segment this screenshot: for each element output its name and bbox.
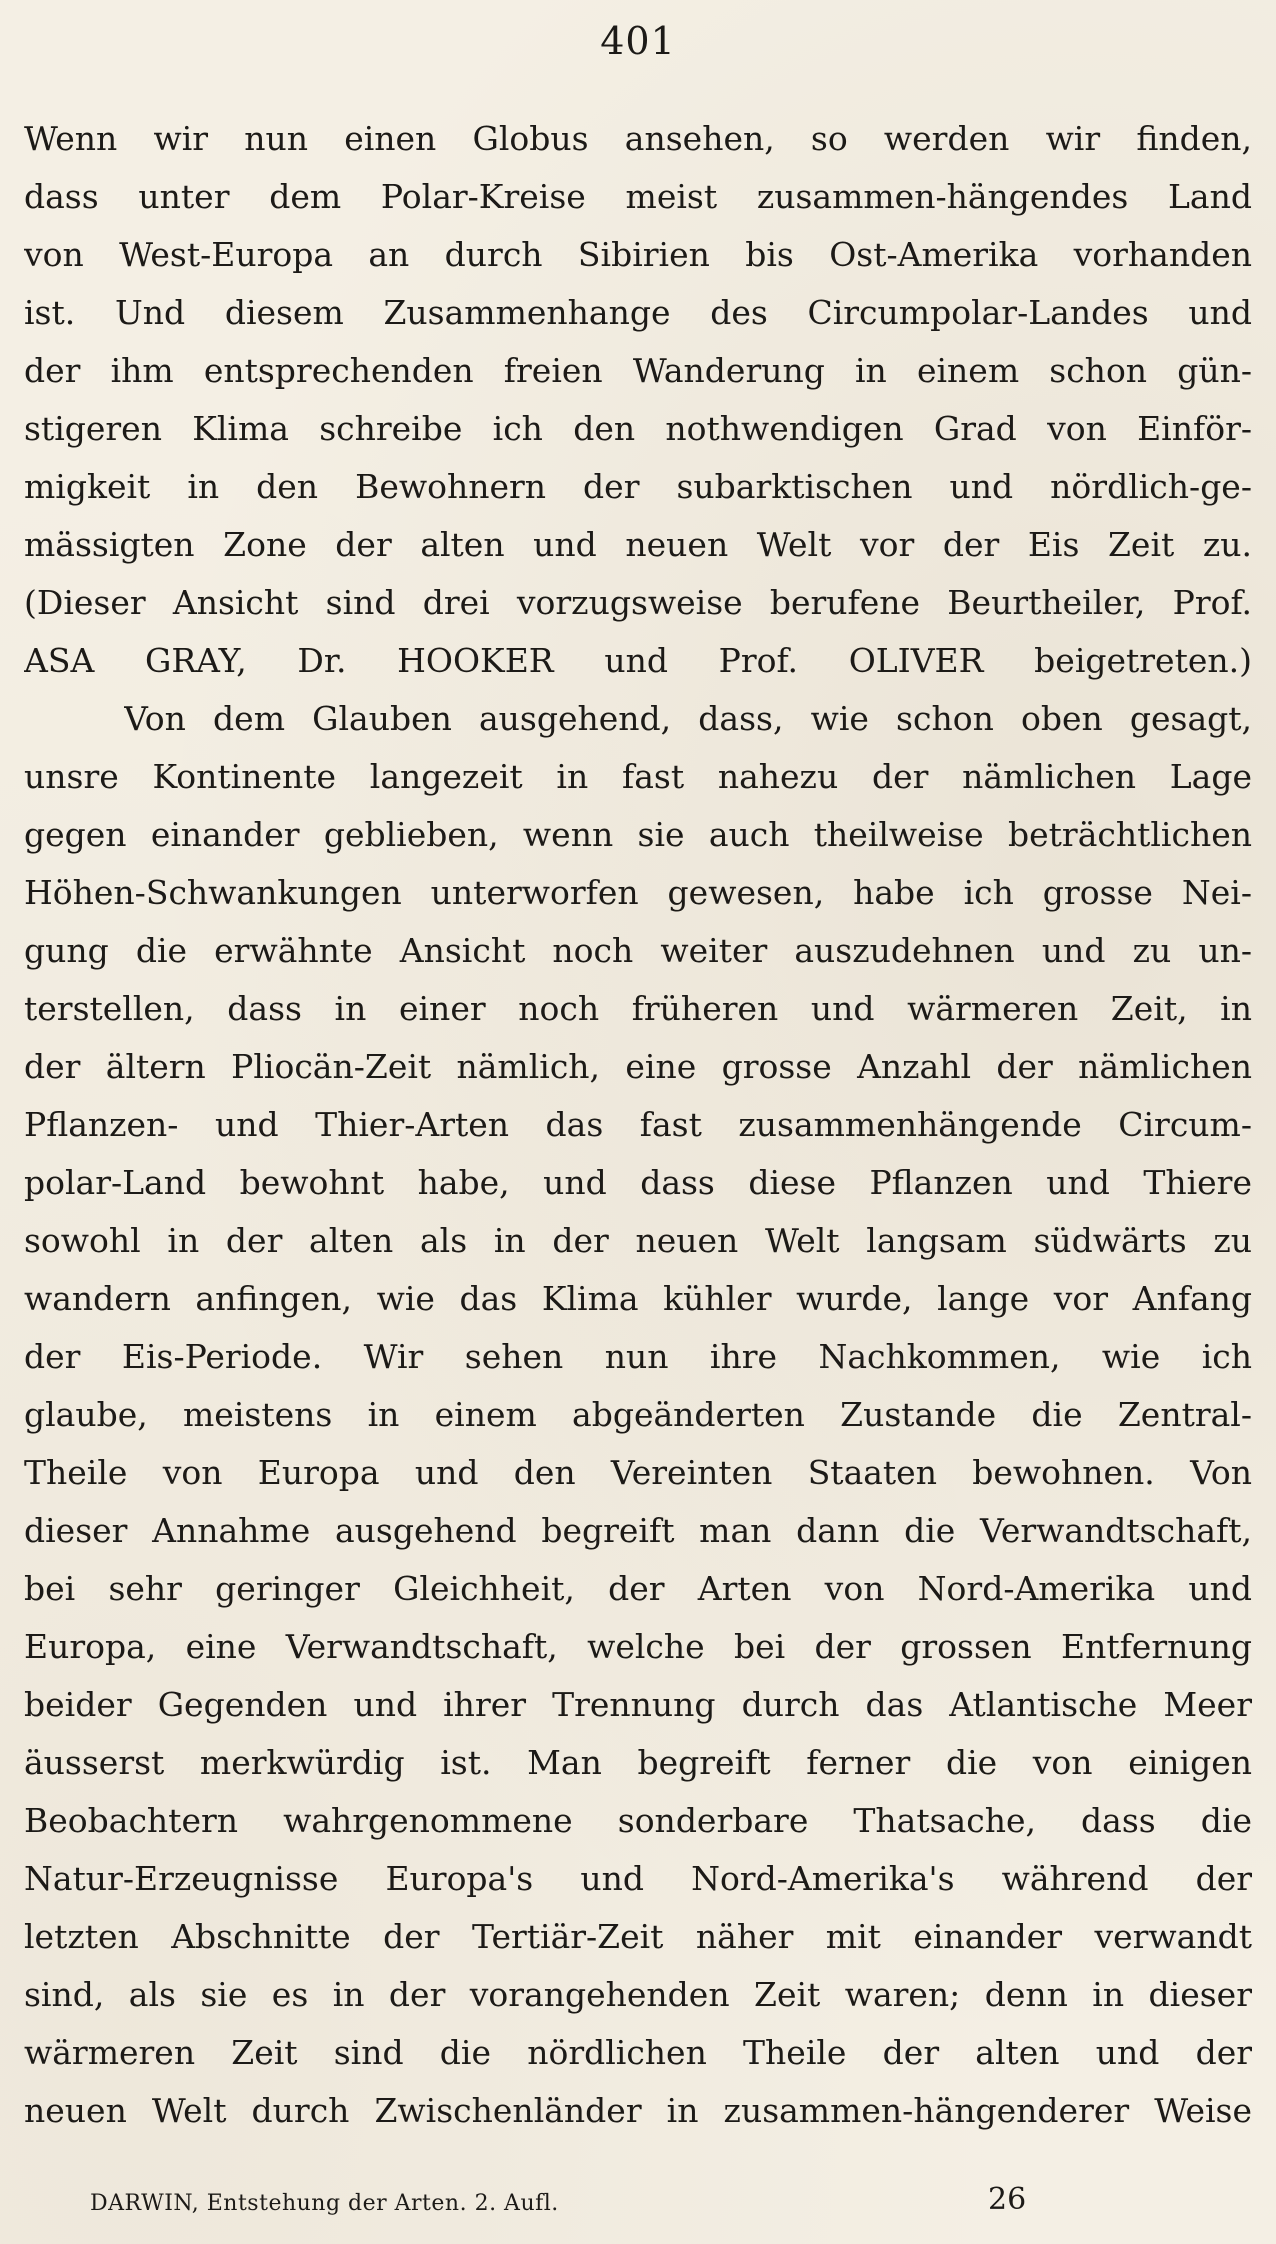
text-line: sowohl in der alten als in der neuen Welt langsam südwärts zu — [24, 1221, 1252, 1260]
text-line: Wenn wir nun einen Globus ansehen, so werden wir finden, — [24, 119, 1252, 158]
text-line: der ihm entsprechenden freien Wanderung in einem schon gün- — [24, 351, 1252, 390]
text-line: der Eis-Periode. Wir sehen nun ihre Nachkommen, wie ich — [24, 1337, 1252, 1376]
page-number: 401 — [600, 19, 676, 63]
text-line: wärmeren Zeit sind die nördlichen Theile der alten und der — [24, 2033, 1252, 2072]
text-line: sind, als sie es in der vorangehenden Zeit waren; denn in dieser — [24, 1975, 1252, 2014]
text-line: glaube, meistens in einem abgeänderten Zustande die Zentral- — [24, 1395, 1252, 1434]
text-line: Beobachtern wahrgenommene sonderbare Thatsache, dass die — [24, 1801, 1252, 1840]
text-line: von West-Europa an durch Sibirien bis Ost-Amerika vorhanden — [24, 235, 1252, 274]
text-line: Theile von Europa und den Vereinten Staaten bewohnen. Von — [24, 1453, 1252, 1492]
text-line: beider Gegenden und ihrer Trennung durch das Atlantische Meer — [24, 1685, 1252, 1724]
text-line: bei sehr geringer Gleichheit, der Arten von Nord-Amerika und — [24, 1569, 1252, 1608]
footer-source: DARWIN, Entstehung der Arten. 2. Aufl. — [90, 2191, 559, 2216]
page-footer — [90, 2182, 1030, 2222]
text-line: Pflanzen- und Thier-Arten das fast zusammenhängende Circum- — [24, 1105, 1252, 1144]
text-line: neuen Welt durch Zwischenländer in zusammen-hängenderer Weise — [24, 2091, 1252, 2130]
text-line: gegen einander geblieben, wenn sie auch theilweise beträchtlichen — [24, 815, 1252, 854]
text-line: wandern anfingen, wie das Klima kühler wurde, lange vor Anfang — [24, 1279, 1252, 1318]
text-line: migkeit in den Bewohnern der subarktischen und nördlich-ge- — [24, 467, 1252, 506]
text-line: ASA GRAY, Dr. HOOKER und Prof. OLIVER beigetreten.) — [24, 641, 1252, 680]
text-line: letzten Abschnitte der Tertiär-Zeit näher mit einander verwandt — [24, 1917, 1252, 1956]
text-line: Höhen-Schwankungen unterworfen gewesen, habe ich grosse Nei- — [24, 873, 1252, 912]
text-line: mässigten Zone der alten und neuen Welt vor der Eis Zeit zu. — [24, 525, 1252, 564]
text-line: ist. Und diesem Zusammenhange des Circumpolar-Landes und — [24, 293, 1252, 332]
text-line: Von dem Glauben ausgehend, dass, wie schon oben gesagt, — [124, 699, 1252, 738]
text-line: (Dieser Ansicht sind drei vorzugsweise berufene Beurtheiler, Prof. — [24, 583, 1252, 622]
text-line: dieser Annahme ausgehend begreift man dann die Verwandtschaft, — [24, 1511, 1252, 1550]
text-line: polar-Land bewohnt habe, und dass diese Pflanzen und Thiere — [24, 1163, 1252, 1202]
signature-mark: 26 — [988, 2182, 1027, 2217]
text-line: dass unter dem Polar-Kreise meist zusammen-hängendes Land — [24, 177, 1252, 216]
text-line: terstellen, dass in einer noch früheren und wärmeren Zeit, in — [24, 989, 1252, 1028]
text-line: Europa, eine Verwandtschaft, welche bei der grossen Entfernung — [24, 1627, 1252, 1666]
text-line: stigeren Klima schreibe ich den nothwendigen Grad von Einför- — [24, 409, 1252, 448]
text-line: gung die erwähnte Ansicht noch weiter auszudehnen und zu un- — [24, 931, 1252, 970]
text-line: äusserst merkwürdig ist. Man begreift ferner die von einigen — [24, 1743, 1252, 1782]
text-line: Natur-Erzeugnisse Europa's und Nord-Amerika's während der — [24, 1859, 1252, 1898]
text-line: unsre Kontinente langezeit in fast nahezu der nämlichen Lage — [24, 757, 1252, 796]
text-line: der ältern Pliocän-Zeit nämlich, eine grosse Anzahl der nämlichen — [24, 1047, 1252, 1086]
